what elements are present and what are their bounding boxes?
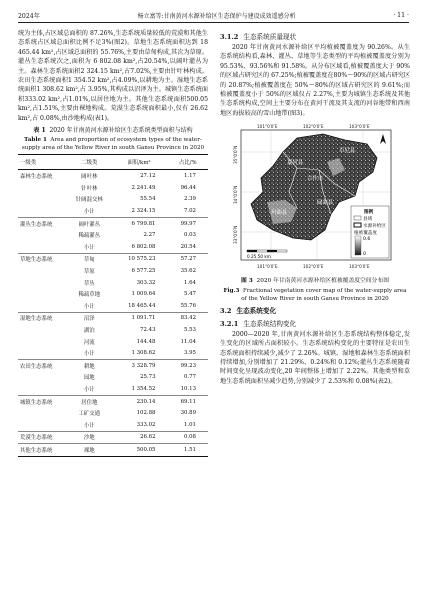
area-cell: 6 802.08: [131, 243, 156, 250]
place-label: 玛曲县: [271, 210, 288, 217]
table-row: [18, 217, 208, 229]
level1-cell: [18, 288, 68, 300]
area-cell: 2.27: [143, 232, 156, 239]
right-column: [220, 29, 410, 386]
level2-cell: 耕地: [68, 359, 111, 371]
area-cell: 72.43: [140, 326, 156, 333]
place-label: 合作市: [307, 176, 324, 183]
percent-cell: 5.47: [183, 291, 196, 298]
level2-cell: 稀疏草地: [78, 292, 101, 299]
section-number: 3.1.2: [220, 33, 239, 41]
scale-text: 0 25 50 km: [247, 254, 271, 260]
figure3-caption-cn: [220, 277, 410, 286]
area-cell: 6 799.81: [111, 217, 168, 229]
table-row: [18, 300, 208, 312]
area-cell: 500.05: [111, 444, 168, 457]
area-cell: 25.73: [140, 374, 156, 381]
table-row: [18, 324, 208, 336]
level1-cell: [18, 324, 68, 336]
percent-cell: 20.54: [180, 243, 196, 250]
ecosystem-structure-paragraph: 统为主体,占区域总面积的 87.26%,生态系统质量较低的荒漠和其他生态系统占区域总面积比例不足3%(图2)。草地生态系统面积达到 18 465.44 km²,占区域总面积的 55.76%,主要由草甸构成,其次为草原。灌丛生态系统次之,面积为 6 802.08 km²,占20.54%,以阔叶灌丛为主。森林生态系统面积2 324.15 km²,占7.02%,主要由针叶林构成。农田生态系统面积1 354.52 km²,占4.09%,以耕地为主。湿地生态系统面积1 308.62 km²,占 3.95%,其构成以沼泽为主。城镇生态系统面积333.02 km²,占1.01%,以居住地为主。其他生态系统面积500.05 km²,占1.51%,主要由裸地构成。荒漠生态系统面积最小,仅有 26.62 km²,占 0.08%,由沙地构成(表1)。: [18, 30, 208, 122]
percent-cell: 11.04: [180, 338, 196, 345]
level1-cell: [18, 182, 68, 194]
map-figure: [227, 122, 403, 275]
level2-cell: 工矿交通: [78, 411, 101, 418]
lat-label: 35°0′0″N: [233, 145, 238, 165]
place-label: 碌曲县: [317, 200, 334, 207]
table-row: [18, 241, 208, 253]
percent-cell: 0.03: [183, 232, 196, 239]
section-3-2-1-heading: [220, 319, 410, 329]
percent-cell: 1.51: [168, 444, 209, 457]
figure3-caption-en: [220, 287, 410, 303]
level2-cell: 阔叶林: [81, 174, 98, 181]
area-cell: 2 324.15: [131, 208, 156, 215]
table-row: [18, 383, 208, 395]
level1-cell: [18, 194, 68, 206]
figure3-title-cn: 2020 年甘南黄河水源补给区植被覆盖度空间分布图: [256, 278, 390, 285]
place-label: 夏河县: [287, 160, 304, 167]
section-title: 生态系统结构变化: [243, 319, 297, 328]
lon-label: 101°0′0″E: [257, 264, 278, 270]
area-cell: 6 577.25: [131, 268, 156, 275]
lon-label: 102°0′0″E: [303, 124, 324, 130]
area-cell: 102.88: [136, 410, 156, 417]
level1-cell: [18, 347, 68, 359]
table-row: [18, 419, 208, 431]
level2-cell: 小计: [83, 303, 95, 310]
level1-cell: [18, 265, 68, 277]
col-header-percent: 占比/%: [178, 160, 197, 167]
ecosystem-area-table: [18, 154, 208, 456]
percent-cell: 99.23: [168, 359, 209, 371]
table1-title-cn: 2020 年甘南黄河水源补给区生态系统类型面积与结构: [49, 127, 193, 135]
level2-cell: 稀疏灌丛: [78, 233, 101, 240]
level1-cell: 灌丛生态系统: [18, 217, 68, 229]
lon-label: 103°0′0″E: [349, 124, 370, 130]
level2-cell: 沙地: [68, 431, 111, 444]
level1-cell: [18, 229, 68, 241]
percent-cell: 7.02: [183, 208, 196, 215]
level1-cell: 其他生态系统: [18, 444, 68, 457]
percent-cell: 0.77: [183, 374, 196, 381]
section-title: 生态系统变化: [236, 306, 277, 315]
table-row: [18, 194, 208, 206]
level1-cell: [18, 205, 68, 217]
area-cell: 18 465.44: [128, 302, 156, 309]
header-title: 杨立富等:甘南黄河水源补给区生态保护与建设成效遥感分析: [137, 12, 296, 20]
running-header: [18, 8, 409, 23]
level2-cell: 裸地: [68, 444, 111, 457]
col-header-area: 面积/km²: [127, 160, 151, 167]
legend-high: 0.6: [363, 237, 371, 243]
section-3-2-heading: [220, 306, 410, 316]
header-page-number: · 11 ·: [393, 11, 409, 19]
level2-cell: 针叶林: [81, 185, 98, 192]
percent-cell: 35.62: [180, 268, 196, 275]
table-row: [18, 395, 208, 407]
lon-label: 101°0′0″E: [257, 124, 278, 130]
table-row: [18, 431, 208, 444]
level1-cell: [18, 407, 68, 419]
level1-cell: 森林生态系统: [20, 174, 53, 181]
area-cell: 333.02: [136, 421, 156, 428]
level2-cell: 湖泊: [83, 327, 95, 334]
level2-cell: 河流: [83, 339, 95, 346]
lon-label: 103°0′0″E: [349, 264, 370, 270]
place-label: 卓尼县: [339, 148, 356, 155]
table-row: [18, 312, 208, 324]
table-body: [18, 170, 208, 456]
table-row: [18, 205, 208, 217]
level1-cell: 荒漠生态系统: [18, 431, 68, 444]
area-cell: 1 009.64: [131, 291, 156, 298]
level1-cell: 湿地生态系统: [18, 312, 68, 324]
area-cell: 3 328.79: [111, 359, 168, 371]
level2-cell: 小计: [83, 351, 95, 358]
figure3-label-en: Fig.3: [223, 287, 240, 294]
area-cell: 26.62: [111, 431, 168, 444]
table-row: [18, 407, 208, 419]
area-cell: 10 575.23: [111, 253, 168, 265]
level2-cell: 草丛: [83, 280, 95, 287]
level1-cell: [18, 383, 68, 395]
area-cell: 1 354.52: [131, 385, 156, 392]
level2-cell: 小计: [83, 422, 95, 429]
level2-cell: 草原: [83, 269, 95, 276]
legend-title: 图例: [364, 210, 374, 216]
level2-cell: 草甸: [68, 253, 111, 265]
area-cell: 55.54: [140, 196, 156, 203]
table1-label-en: Table 1: [24, 137, 47, 144]
level1-cell: [18, 419, 68, 431]
table-row: [18, 372, 208, 384]
level2-cell: 居住地: [68, 395, 111, 407]
area-cell: 27.12: [140, 173, 156, 180]
percent-cell: 5.53: [183, 326, 196, 333]
col-header-level2: 二级类: [81, 160, 98, 167]
percent-cell: 10.13: [180, 385, 196, 392]
structure-change-paragraph: 2000—2020 年,甘南黄河水源补给区生态系统结构整体稳定,发生变化的区域所占面积较小。生态系统结构变化的主要特征是农田生态系统面积持续减少,减少了 2.26%。城镇、湿地和森林生态系统面积持续增加,分别增加了 21.29%、0.24%和 0.12%;灌丛生态系统随着时间变化呈现波动变化,20 年间整体上增加了 2.22%。其他类型和草地生态系统面积呈减少趋势,分别减少了 2.53%和 0.08%(表2)。: [220, 330, 410, 385]
percent-cell: 55.76: [180, 302, 196, 309]
level1-cell: 农田生态系统: [18, 359, 68, 371]
lat-label: 34°0′0″N: [233, 185, 238, 205]
legend-low: 0: [363, 252, 366, 258]
table-row: [18, 229, 208, 241]
level2-cell: 小计: [83, 386, 95, 393]
level2-cell: 小计: [83, 209, 95, 216]
lon-label: 102°0′0″E: [303, 264, 324, 270]
figure3-label: 图 3: [240, 278, 253, 285]
legend-fvc: 植被覆盖度: [354, 231, 377, 237]
vegetation-cover-paragraph: 2020 年甘南黄河水源补给区平均植被覆盖度为 90.26%。从生态系统结构看,森林、灌丛、草地等生态类型的平均植被覆盖度分别为 95.53%、93.56%和 91.58%。从分布区域看,植被覆盖度大于 90%的区域占研究区的 67.25%;植被覆盖度在80%～90%的区域占研究区的 20.87%;植被覆盖度在 50%～80%的区域占研究区的 9.61%;而植被覆盖度小于 50%的区域仅占 2.27%,主要为城镇生态系统及其他生态系统构成,空间上主要分布在黄河干流及其支流的河谷地带和西南地区海拔较高的雪山地带(图3)。: [220, 44, 410, 117]
section-title: 生态系统质量现状: [243, 33, 297, 41]
map-legend: [351, 206, 389, 258]
percent-cell: 0.08: [168, 431, 209, 444]
table1-title-en: Area and proportion of ecosystem types of the water-supply area of the Yellow River in south Gansu Province in 2020: [21, 137, 205, 152]
table-row: [18, 359, 208, 371]
level1-cell: 草地生态系统: [18, 253, 68, 265]
percent-cell: 30.89: [180, 410, 196, 417]
area-cell: 1 308.62: [131, 350, 156, 357]
vegetation-cover-map: [227, 122, 403, 275]
percent-cell: 3.95: [183, 350, 196, 357]
level1-cell: 城镇生态系统: [18, 395, 68, 407]
col-header-level1: 一级类: [20, 160, 37, 167]
level2-cell: 沼泽: [68, 312, 111, 324]
level2-cell: 小计: [83, 244, 95, 251]
legend-boundary: 水源补给区: [363, 224, 386, 230]
level1-cell: [18, 277, 68, 289]
table-row: [18, 288, 208, 300]
area-cell: 144.48: [136, 338, 156, 345]
legend-county: 县域: [363, 217, 373, 223]
fvc-ramp: [355, 236, 361, 255]
percent-cell: 99.97: [168, 217, 209, 229]
table-row: [18, 170, 208, 182]
section-number: 3.2.1: [220, 319, 239, 328]
table-row: [18, 444, 208, 457]
table-row: [18, 277, 208, 289]
left-column: [18, 29, 208, 457]
percent-cell: 83.42: [168, 312, 209, 324]
table-row: [18, 182, 208, 194]
area-cell: 230.14: [111, 395, 168, 407]
table1-caption-en: [18, 136, 208, 152]
lat-label: 33°0′0″N: [233, 225, 238, 245]
figure3-title-en: Fractional vegetation cover map of the water-supply area of the Yellow River in south Gansu Province in 2020: [241, 287, 407, 302]
header-year: 2024年: [18, 12, 40, 20]
table-row: [18, 253, 208, 265]
percent-cell: 69.11: [168, 395, 209, 407]
percent-cell: 57.27: [168, 253, 209, 265]
percent-cell: 2.39: [183, 196, 196, 203]
table1-label: 表 1: [33, 127, 46, 135]
percent-cell: 96.44: [180, 184, 196, 191]
table-row: [18, 265, 208, 277]
table1-caption-cn: [18, 126, 208, 135]
area-cell: 303.32: [136, 279, 156, 286]
level2-cell: 针阔混交林: [75, 197, 103, 204]
table-row: [18, 336, 208, 348]
percent-cell: 1.64: [183, 279, 196, 286]
area-cell: 2 241.49: [131, 184, 156, 191]
percent-cell: 1.01: [183, 421, 196, 428]
area-cell: 1 091.71: [111, 312, 168, 324]
percent-cell: 1.17: [183, 173, 196, 180]
section-3-1-2-heading: [220, 32, 410, 42]
level1-cell: [18, 300, 68, 312]
level2-cell: 阔叶灌丛: [68, 217, 111, 229]
level1-cell: [18, 372, 68, 384]
level1-cell: [18, 241, 68, 253]
section-number: 3.2: [220, 306, 232, 315]
level1-cell: [18, 336, 68, 348]
level2-cell: 园地: [83, 375, 95, 382]
table-row: [18, 347, 208, 359]
table-header-row: [18, 155, 208, 170]
